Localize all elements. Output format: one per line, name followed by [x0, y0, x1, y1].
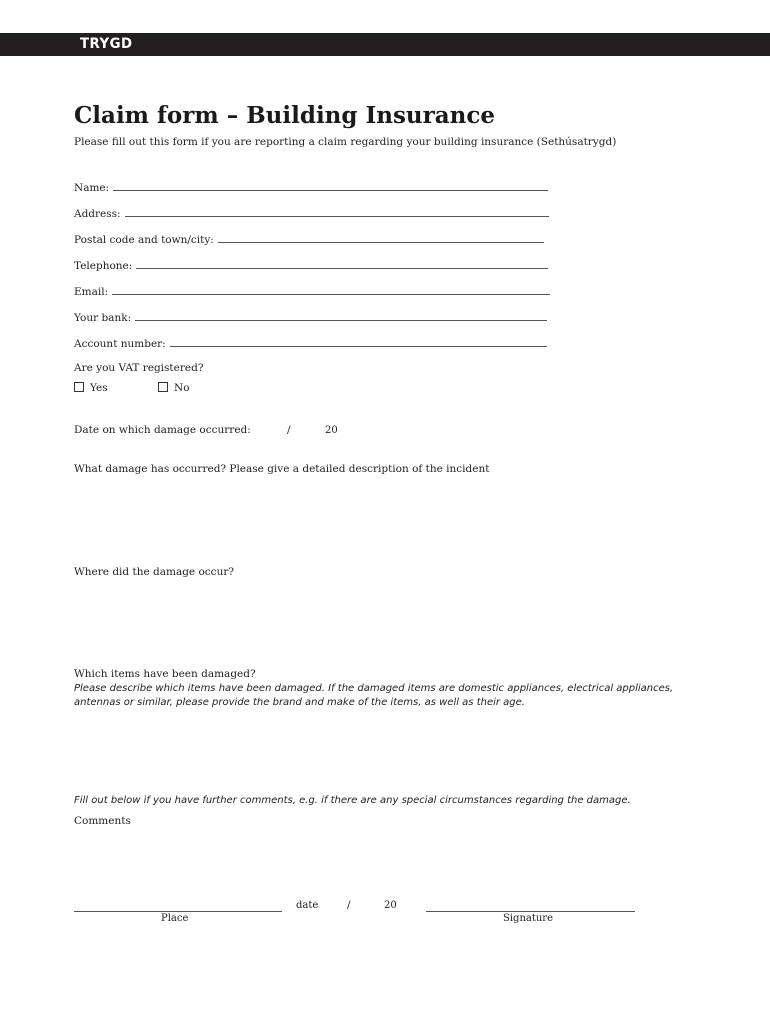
damage-date-label: Date on which damage occurred:: [74, 424, 251, 436]
email-line[interactable]: [112, 284, 550, 295]
no-label: No: [174, 382, 190, 394]
name-label: Name:: [74, 182, 110, 194]
signature-label: Signature: [503, 913, 554, 924]
address-field[interactable]: [74, 206, 549, 220]
place-line[interactable]: [74, 910, 282, 912]
trygd-logo: TRYGD: [80, 36, 133, 52]
page-title: Claim form – Building Insurance: [74, 102, 496, 129]
damage-date-slash: /: [287, 424, 291, 436]
account-label: Account number:: [74, 338, 166, 350]
damage-date-year[interactable]: 20: [325, 425, 338, 436]
damaged-items-question: Which items have been damaged?: [74, 668, 256, 680]
account-field[interactable]: [74, 336, 547, 350]
account-line[interactable]: [170, 336, 547, 347]
postal-label: Postal code and town/city:: [74, 234, 214, 246]
name-line[interactable]: [113, 180, 548, 191]
telephone-label: Telephone:: [74, 260, 133, 272]
vat-no-option[interactable]: [158, 382, 190, 394]
vat-question: Are you VAT registered?: [74, 362, 204, 374]
comments-help: Fill out below if you have further comments, e.g. if there are any special circumstances regarding the damage.: [74, 795, 631, 806]
telephone-field[interactable]: [74, 258, 548, 272]
postal-field[interactable]: [74, 232, 544, 246]
email-field[interactable]: [74, 284, 550, 298]
sig-date-slash: /: [347, 899, 351, 911]
telephone-line[interactable]: [136, 258, 548, 269]
where-damage-question: Where did the damage occur?: [74, 566, 234, 578]
postal-line[interactable]: [218, 232, 544, 243]
what-damage-question: What damage has occurred? Please give a detailed description of the incident: [74, 463, 490, 475]
damaged-items-help-2: antennas or similar, please provide the brand and make of the items, as well as their age.: [74, 697, 525, 708]
bank-line[interactable]: [135, 310, 547, 321]
address-label: Address:: [74, 208, 121, 220]
no-checkbox[interactable]: [158, 382, 168, 392]
signature-line[interactable]: [426, 910, 635, 912]
page-subtitle: Please fill out this form if you are reporting a claim regarding your building insurance (Sethúsatrygd): [74, 136, 617, 148]
yes-checkbox[interactable]: [74, 382, 84, 392]
sig-date-label: date: [296, 900, 319, 911]
vat-yes-option[interactable]: [74, 382, 108, 394]
comments-label: Comments: [74, 815, 131, 827]
sig-date-year[interactable]: 20: [384, 900, 397, 911]
bank-label: Your bank:: [74, 312, 132, 324]
bank-field[interactable]: [74, 310, 547, 324]
name-field[interactable]: [74, 180, 548, 194]
damaged-items-help-1: Please describe which items have been damaged. If the damaged items are domestic appliances, electrical appliances,: [74, 683, 674, 694]
brand-bar: [0, 33, 770, 56]
place-label: Place: [161, 913, 189, 924]
yes-label: Yes: [90, 382, 108, 394]
address-line[interactable]: [125, 206, 549, 217]
email-label: Email:: [74, 286, 109, 298]
